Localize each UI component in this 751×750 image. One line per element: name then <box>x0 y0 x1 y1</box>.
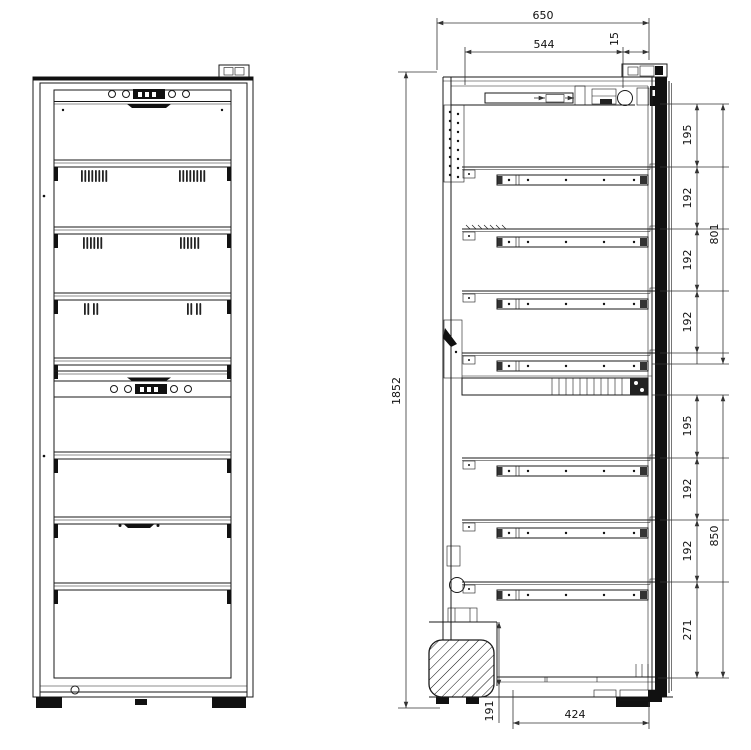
shelf-handle <box>123 524 155 529</box>
base-plinth <box>40 692 247 697</box>
back-bracket <box>443 320 462 378</box>
bottle-slots-row1 <box>81 170 205 182</box>
divider-latch <box>630 378 648 395</box>
cabinet-top-edge <box>33 77 253 81</box>
control-button <box>123 91 130 98</box>
front-shelf <box>54 452 231 473</box>
dim-overall-height: 1852 <box>390 377 403 405</box>
dim-lower-segment-1: 195 <box>681 415 694 437</box>
shelf-handle <box>127 104 171 108</box>
foot-center <box>135 699 147 705</box>
leveling-screw <box>71 686 79 694</box>
dim-upper-segment-4: 192 <box>681 311 694 333</box>
bottle-slots-row3 <box>84 303 201 315</box>
foot-rear <box>616 697 650 707</box>
front-shelf <box>54 227 231 248</box>
control-button <box>169 91 176 98</box>
front-view <box>33 65 253 708</box>
foot-left <box>36 697 62 708</box>
cable-mark <box>443 328 457 347</box>
shelf-hatch-ticks <box>466 225 506 229</box>
control-button <box>125 386 132 393</box>
dim-lower-total: 850 <box>708 525 721 547</box>
control-button <box>109 91 116 98</box>
door-hinge-top-front <box>219 65 249 77</box>
heater-block <box>447 546 460 566</box>
foot-right <box>212 697 246 708</box>
dim-door-gap: 15 <box>608 32 621 46</box>
control-button <box>111 386 118 393</box>
zone-divider <box>462 376 652 395</box>
dim-overall-depth: 650 <box>532 9 554 22</box>
top-fan-assembly <box>485 86 662 106</box>
dim-upper-segment-3: 192 <box>681 249 694 271</box>
side-shelves <box>462 164 657 600</box>
front-shelf <box>54 358 231 379</box>
front-shelf <box>54 583 231 604</box>
control-button <box>171 386 178 393</box>
divider-handle <box>127 378 171 382</box>
vent-grille <box>444 105 464 182</box>
dim-lower-segment-4: 271 <box>681 619 694 641</box>
drain-hole <box>450 578 465 593</box>
front-shelf <box>54 293 231 314</box>
dim-lower-segment-3: 192 <box>681 540 694 562</box>
door-panel <box>655 77 667 697</box>
dim-interior-depth: 544 <box>533 38 555 51</box>
fan-block <box>546 95 564 103</box>
control-button <box>185 386 192 393</box>
side-view <box>429 64 673 707</box>
fan-motor-circle <box>618 91 633 106</box>
bottle-slots-row2 <box>83 237 199 249</box>
dim-upper-total: 801 <box>708 223 721 245</box>
evaporator-strip <box>575 86 585 105</box>
dim-lower-segment-2: 192 <box>681 478 694 500</box>
control-panel-mid <box>111 384 192 394</box>
control-button <box>183 91 190 98</box>
dim-compressor-recess-height: 191 <box>483 700 496 722</box>
dim-upper-segment-1: 195 <box>681 124 694 146</box>
dim-base-depth: 424 <box>564 708 586 721</box>
door-hinge-top-side <box>622 64 667 77</box>
dim-upper-segment-2: 192 <box>681 187 694 209</box>
